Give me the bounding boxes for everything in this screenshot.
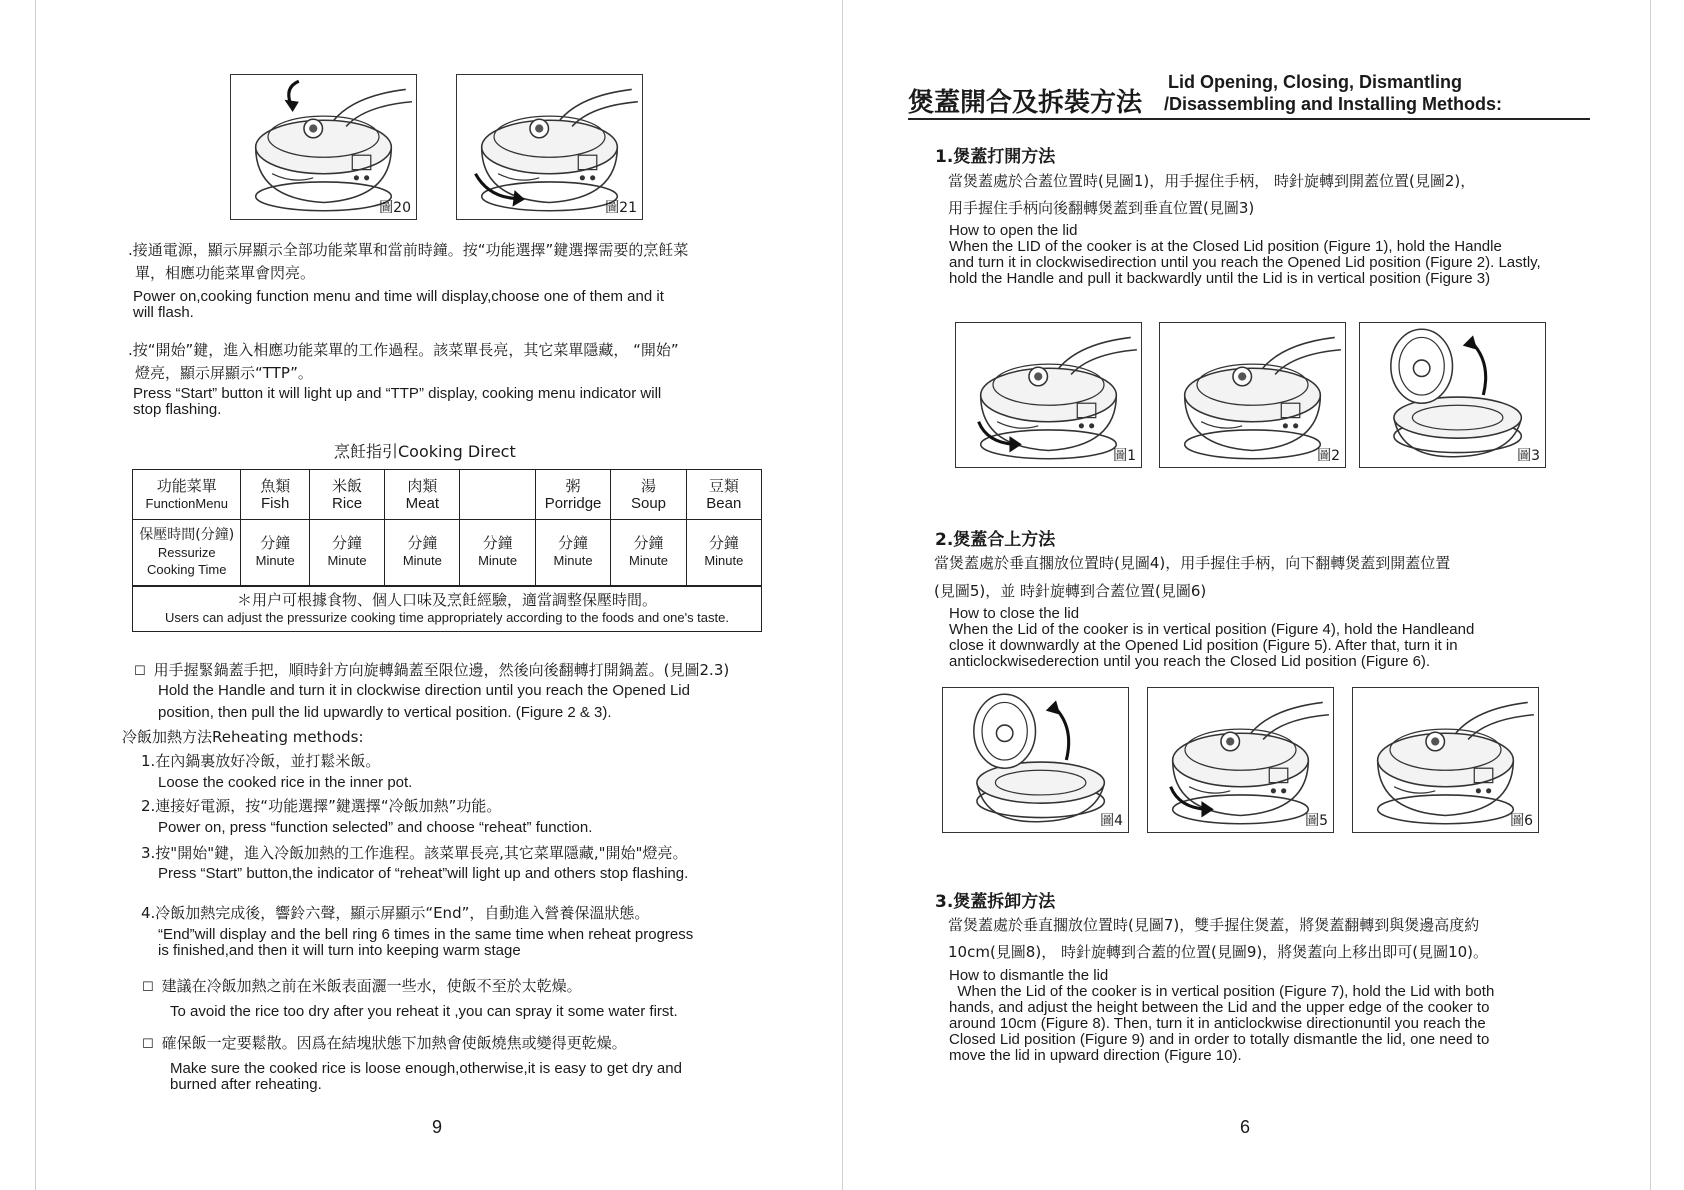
section-1-zh-1: 當煲蓋處於合蓋位置時(見圖1)，用手握住手柄， 時針旋轉到開蓋位置(見圖2)， [948,172,1476,190]
section-2-heading: 2.煲蓋合上方法 [935,530,1056,550]
figure-21 [456,74,643,220]
time-cell [309,520,384,586]
time-en: Minute [553,553,593,569]
header-cell [385,470,460,520]
checkbox-icon: ☐ [142,980,154,995]
step-power-en-2: will flash. [133,304,194,321]
header-zh: 粥 [565,476,581,495]
step-start-en-1: Press “Start” button it will light up and “TTP” display, cooking menu indicator will [133,385,662,402]
header-cell [241,470,309,520]
header-en: Rice [332,494,363,512]
right-page [842,0,1684,1190]
time-cell [535,520,611,586]
step-power-en-1: Power on,cooking function menu and time will display,choose one of them and it [133,288,664,305]
step-power-zh-2: 單，相應功能菜單會閃亮。 [135,264,316,282]
header-zh: 功能菜單 [156,476,217,495]
row-label-en-1: Ressurize [157,544,216,560]
figure-6 [1352,687,1539,833]
title-underline [908,118,1590,120]
tip-2-en-1: Make sure the cooked rice is loose enough,otherwise,it is easy to get dry and [170,1060,682,1077]
header-zh: 魚類 [260,476,291,495]
header-cell [460,470,535,520]
note-zh: ＊用户可根據食物、個人口味及烹飪經驗，適當調整保壓時間。 [236,590,657,609]
header-en: Meat [405,494,439,512]
header-en: FunctionMenu [145,495,228,511]
page-title-en-2: /Disassembling and Installing Methods: [1164,94,1503,114]
page-number: 6 [1240,1117,1251,1137]
header-en: Fish [261,494,290,512]
checkbox-icon: ☐ [142,1037,154,1052]
figure-4 [942,687,1129,833]
time-zh: 分鐘 [482,534,513,553]
reheat-title: 冷飯加熱方法Reheating methods: [122,728,364,746]
reheat-step-1-zh: 1.在內鍋裏放好冷飯，並打鬆米飯。 [141,752,381,770]
header-cell [133,470,241,520]
open-lid-en-1: Hold the Handle and turn it in clockwise direction until you reach the Opened Lid [158,682,690,699]
figure-label: 圖3 [1517,448,1540,464]
reheat-step-4-en-2: is finished,and then it will turn into keeping warm stage [158,942,521,959]
time-zh: 分鐘 [708,534,739,553]
figure-5 [1147,687,1334,833]
reheat-step-4-zh: 4.冷飯加熱完成後，響鈴六聲，顯示屏顯示“End”，自動進入營養保溫狀態。 [141,904,650,922]
tip-2-en-2: burned after reheating. [170,1076,322,1093]
step-start-en-2: stop flashing. [133,401,222,418]
reheat-step-2-en: Power on, press “function selected” and choose “reheat” function. [158,819,593,836]
section-1-heading: 1.煲蓋打開方法 [935,147,1056,167]
section-3-zh-2: 10cm(見圖8)， 時針旋轉到合蓋的位置(見圖9)，將煲蓋向上移出即可(見圖10)。 [948,943,1489,961]
time-zh: 分鐘 [407,534,438,553]
time-en: Minute [327,553,367,569]
tip-1-en: To avoid the rice too dry after you reheat it ,you can spray it some water first. [170,1003,678,1020]
section-2-en-3: anticlockwisederection until you reach the Closed Lid position (Figure 6). [949,653,1431,670]
section-1-zh-2: 用手握住手柄向後翻轉煲蓋到垂直位置(見圖3) [948,199,1255,217]
time-en: Minute [704,553,744,569]
section-1-en-title: How to open the lid [949,222,1078,239]
reheat-step-2-zh: 2.連接好電源，按“功能選擇”鍵選擇“冷飯加熱”功能。 [141,797,502,815]
table-caption: 烹飪指引Cooking Direct [334,442,516,461]
page-title-zh: 煲蓋開合及拆裝方法 [908,88,1143,118]
section-3-zh-1: 當煲蓋處於垂直擱放位置時(見圖7)，雙手握住煲蓋，將煲蓋翻轉到與煲邊高度約 [948,916,1480,934]
figure-3 [1359,322,1546,468]
section-3-en-1: When the Lid of the cooker is in vertical position (Figure 7), hold the Lid with both [949,983,1495,1000]
section-2-en-title: How to close the lid [949,605,1080,622]
open-lid-zh-text: 用手握緊鍋蓋手把，順時針方向旋轉鍋蓋至限位邊，然後向後翻轉打開鍋蓋。(見圖2.3) [153,661,730,679]
step-start-zh-1: .按“開始”鍵，進入相應功能菜單的工作過程。該菜單長亮，其它菜單隱藏， “開始” [128,341,679,359]
time-cell [686,520,761,586]
page-title-en-1: Lid Opening, Closing, Dismantling [1168,72,1462,92]
section-3-en-3: around 10cm (Figure 8). Then, turn it in anticlockwise directionuntil you reach the [949,1015,1486,1032]
section-1-en-3: hold the Handle and pull it backwardly until the Lid is in vertical position (Figure 3) [949,270,1491,287]
step-start-zh-2: 燈亮，顯示屏顯示“TTP”。 [135,364,313,382]
header-en: Bean [706,494,742,512]
figure-2 [1159,322,1346,468]
step-power-zh-1: .接通電源，顯示屏顯示全部功能菜單和當前時鐘。按“功能選擇”鍵選擇需要的烹飪菜 [128,241,689,259]
figure-label: 圖4 [1100,813,1123,829]
header-cell [611,470,686,520]
row-label-en-2: Cooking Time [147,561,227,577]
section-3-en-title: How to dismantle the lid [949,967,1109,984]
header-zh: 米飯 [332,476,363,495]
header-zh: 肉類 [407,476,438,495]
page-number: 9 [432,1117,443,1137]
row-label-zh: 保壓時間(分鐘) [139,526,235,543]
figure-label: 圖21 [605,200,637,216]
time-zh: 分鐘 [558,534,589,553]
header-en: Soup [630,494,667,512]
section-3-en-4: Closed Lid position (Figure 9) and in order to totally dismantle the lid, one need to [949,1031,1490,1048]
section-1-en-2: and turn it in clockwisedirection until you reach the Opened Lid position (Figure 2). Lastly, [949,254,1541,271]
time-cell [385,520,460,586]
cooking-direct-table [132,469,762,632]
section-1-en-1: When the LID of the cooker is at the Closed Lid position (Figure 1), hold the Handle [949,238,1502,255]
reheat-step-1-en: Loose the cooked rice in the inner pot. [158,774,413,791]
tip-1-zh [142,975,582,999]
time-en: Minute [629,553,669,569]
header-cell [686,470,761,520]
section-3-en-5: move the lid in upward direction (Figure 10). [949,1047,1242,1064]
section-2-zh-2: (見圖5)，並 時針旋轉到合蓋位置(見圖6) [934,582,1207,600]
row-label-cell [133,520,241,586]
section-3-heading: 3.煲蓋拆卸方法 [935,892,1056,912]
open-lid-zh [134,659,729,683]
open-lid-en-2: position, then pull the lid upwardly to vertical position. (Figure 2 & 3). [158,704,612,721]
figure-label: 圖5 [1305,813,1328,829]
figure-label: 圖2 [1317,448,1340,464]
time-cell [460,520,535,586]
table-time-row [133,520,762,586]
figure-label: 圖1 [1113,448,1136,464]
time-zh: 分鐘 [633,534,664,553]
figure-20 [230,74,417,220]
time-en: Minute [255,553,295,569]
figure-label: 圖20 [379,200,411,216]
section-2-en-1: When the Lid of the cooker is in vertical position (Figure 4), hold the Handleand [949,621,1475,638]
checkbox-icon: ☐ [134,664,146,679]
header-zh: 豆類 [708,476,739,495]
tip-1-zh-text: 建議在冷飯加熱之前在米飯表面灑一些水，使飯不至於太乾燥。 [161,977,582,995]
section-2-zh-1: 當煲蓋處於垂直擱放位置時(見圖4)，用手握住手柄，向下翻轉煲蓋到開蓋位置 [934,554,1451,572]
table-note-row [133,586,762,632]
table-header-row [133,470,762,520]
reheat-step-3-en: Press “Start” button,the indicator of “reheat”will light up and others stop flashing. [158,865,689,882]
time-en: Minute [478,553,518,569]
section-2-en-2: close it downwardly at the Opened Lid position (Figure 5). After that, turn it in [949,637,1458,654]
tip-2-zh-text: 確保飯一定要鬆散。因爲在結塊狀態下加熱會使飯燒焦或變得更乾燥。 [161,1034,627,1052]
reheat-step-3-zh: 3.按"開始"鍵，進入冷飯加熱的工作進程。該菜單長亮,其它菜單隱藏,"開始"燈亮。 [141,844,688,862]
time-zh: 分鐘 [260,534,291,553]
figure-label: 圖6 [1510,813,1533,829]
header-cell [535,470,611,520]
time-cell [611,520,686,586]
header-cell [309,470,384,520]
time-cell [241,520,309,586]
reheat-step-4-en-1: “End”will display and the bell ring 6 times in the same time when reheat progress [158,926,694,943]
header-zh: 湯 [641,476,657,495]
header-en: Porridge [544,494,602,512]
section-3-en-2: hands, and adjust the height between the Lid and the upper edge of the cooker to [949,999,1490,1016]
note-en: Users can adjust the pressurize cooking time appropriately according to the foods and one's taste. [165,609,729,625]
time-zh: 分鐘 [332,534,363,553]
figure-1 [955,322,1142,468]
tip-2-zh [142,1032,627,1056]
time-en: Minute [402,553,442,569]
note-cell [133,586,762,632]
